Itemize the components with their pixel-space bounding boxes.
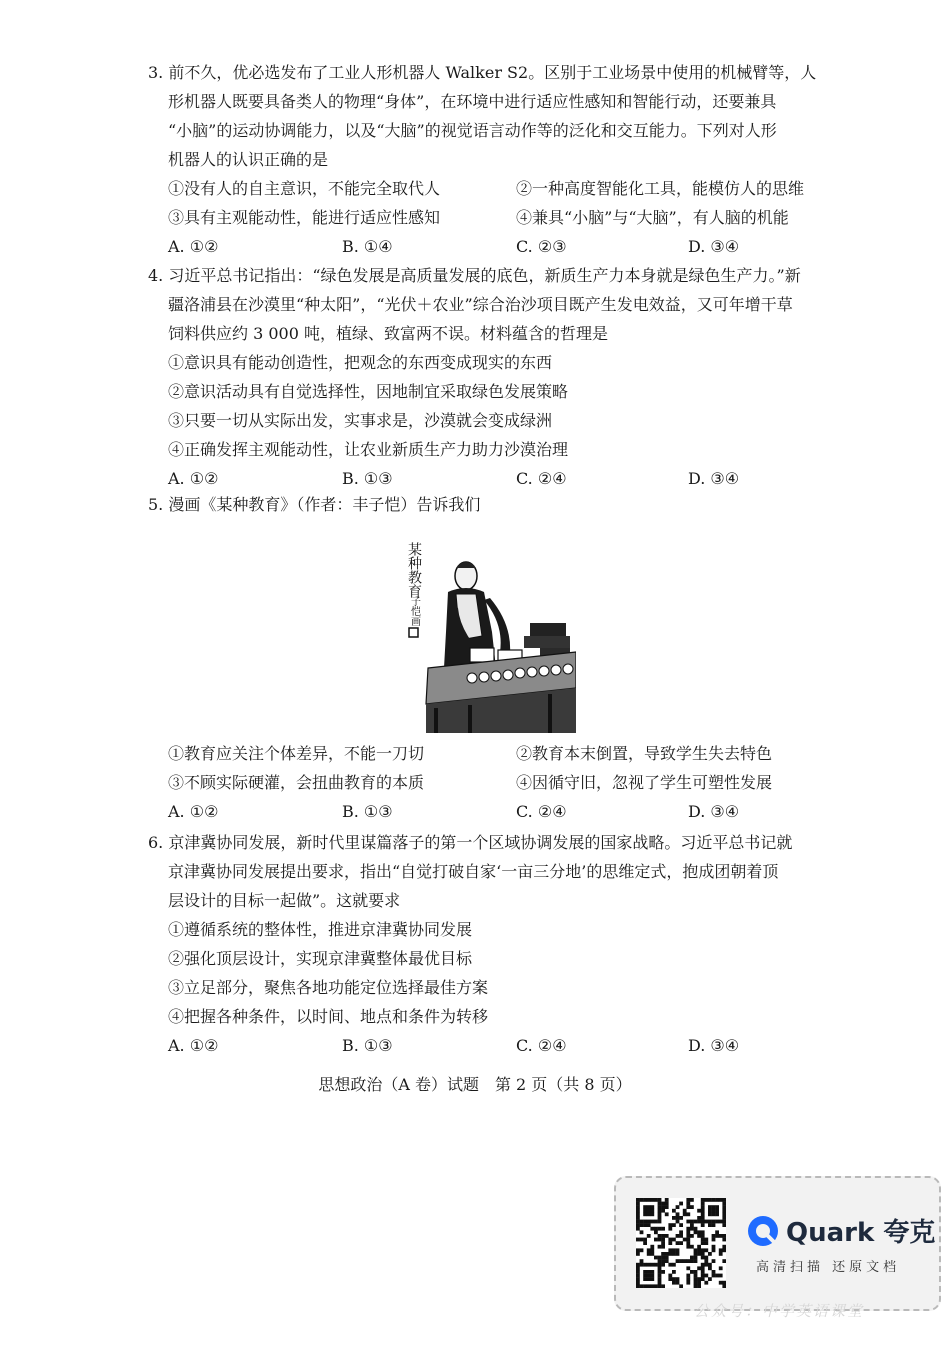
question-3-option-2: ②一种高度智能化工具，能模仿人的思维 — [516, 179, 805, 198]
question-5-answers — [148, 739, 813, 826]
question-4-stem-line: 4. 习近平总书记指出：“绿色发展是高质量发展的底色，新质生产力本身就是绿色生产力。”新 — [148, 266, 801, 285]
question-3-options-row — [148, 203, 813, 232]
choice-b: B. ①④ — [342, 237, 393, 256]
question-5-choices — [148, 797, 813, 826]
choice-a: A. ①② — [168, 802, 219, 821]
question-4-option-2: ②意识活动具有自觉选择性，因地制宜采取绿色发展策略 — [168, 382, 569, 401]
watermark-text: 公众号：中学英语课堂 — [694, 1302, 865, 1320]
choice-a: A. ①② — [168, 1036, 219, 1055]
figure-hair — [456, 562, 476, 568]
question-5-stem: 5. 漫画《某种教育》（作者：丰子恺）告诉我们 — [148, 495, 481, 514]
question-6-option-3: ③立足部分，聚焦各地功能定位选择最佳方案 — [168, 978, 489, 997]
question-5-option-3: ③不顾实际硬灌，会扭曲教育的本质 — [168, 773, 425, 792]
question-4-option-4: ④正确发挥主观能动性，让农业新质生产力助力沙漠治理 — [168, 440, 569, 459]
question-3-stem-line: 3. 前不久，优必选发布了工业人形机器人 Walker S2。区别于工业场景中使用的机械臂等，人 — [148, 63, 817, 82]
question-3-options-row — [148, 174, 813, 203]
qr-code-pattern — [636, 1198, 726, 1288]
choice-c: C. ②④ — [516, 469, 567, 488]
seal-stamp — [409, 628, 418, 637]
question-3-stem-line: 机器人的认识正确的是 — [168, 150, 329, 169]
question-3-option-3: ③具有主观能动性，能进行适应性感知 — [168, 208, 441, 227]
question-5-option-2: ②教育本末倒置，导致学生失去特色 — [516, 744, 773, 763]
question-4-stem-line: 疆洛浦县在沙漠里“种太阳”，“光伏＋农业”综合治沙项目既产生发电效益，又可年增干草 — [168, 295, 793, 314]
question-6-option-1: ①遵循系统的整体性，推进京津冀协同发展 — [168, 920, 473, 939]
question-6-option-2: ②强化顶层设计，实现京津冀整体最优目标 — [168, 949, 473, 968]
question-3-stem-line: “小脑”的运动协调能力，以及“大脑”的视觉语言动作等的泛化和交互能力。下列对人形 — [168, 121, 777, 140]
question-6-stem-line: 层设计的目标一起做”。这就要求 — [168, 891, 401, 910]
question-6-option-4: ④把握各种条件，以时间、地点和条件为转移 — [168, 1007, 489, 1026]
question-6 — [148, 828, 813, 1060]
cartoon-title: 某种教育 — [406, 542, 422, 598]
quark-brand-name: Quark 夸克 — [786, 1218, 936, 1248]
question-5-option-4: ④因循守旧，忽视了学生可塑性发展 — [516, 773, 773, 792]
choice-c: C. ②③ — [516, 237, 567, 256]
cartoon-signature: 子恺画 — [408, 596, 420, 626]
choice-d: D. ③④ — [688, 802, 740, 821]
stacked-blocks — [530, 623, 566, 637]
choice-d: D. ③④ — [688, 469, 740, 488]
question-5 — [148, 490, 813, 519]
clay-mold — [470, 648, 494, 662]
question-6-stem-line: 京津冀协同发展提出要求，指出“自觉打破自家‘一亩三分地’的思维定式，抱成团朝着顶 — [168, 862, 779, 881]
cartoon-image — [400, 528, 576, 733]
choice-a: A. ①② — [168, 237, 219, 256]
question-4-option-1: ①意识具有能动创造性，把观念的东西变成现实的东西 — [168, 353, 553, 372]
choice-d: D. ③④ — [688, 1036, 740, 1055]
choice-a: A. ①② — [168, 469, 219, 488]
question-3-stem-line: 形机器人既要具备类人的物理“身体”，在环境中进行适应性感知和智能行动，还要兼具 — [168, 92, 777, 111]
choice-b: B. ①③ — [342, 469, 393, 488]
question-3 — [148, 58, 817, 261]
question-3-option-4: ④兼具“小脑”与“大脑”，有人脑的机能 — [516, 208, 789, 227]
cartoon-illustration — [400, 528, 576, 733]
qr-code-icon[interactable] — [636, 1198, 726, 1288]
question-6-stem-line: 6. 京津冀协同发展，新时代里谋篇落子的第一个区域协调发展的国家战略。习近平总书记就 — [148, 833, 793, 852]
choice-c: C. ②④ — [516, 802, 567, 821]
choice-c: C. ②④ — [516, 1036, 567, 1055]
question-4-choices — [148, 464, 813, 493]
question-4 — [148, 261, 813, 493]
page-footer: 思想政治（A 卷）试题 第 2 页（共 8 页） — [318, 1075, 632, 1094]
question-4-option-3: ③只要一切从实际出发，实事求是，沙漠就会变成绿洲 — [168, 411, 553, 430]
quark-logo-icon — [746, 1214, 780, 1248]
choice-b: B. ①③ — [342, 1036, 393, 1055]
quark-scan-badge — [614, 1176, 941, 1311]
stacked-blocks — [524, 636, 570, 648]
quark-tagline: 高清扫描 还原文档 — [756, 1260, 901, 1275]
question-5-option-1: ①教育应关注个体差异，不能一刀切 — [168, 744, 425, 763]
question-3-option-1: ①没有人的自主意识，不能完全取代人 — [168, 179, 441, 198]
choice-b: B. ①③ — [342, 802, 393, 821]
question-3-choices — [148, 232, 813, 261]
question-6-choices — [148, 1031, 813, 1060]
question-5-options-row — [148, 768, 813, 797]
question-4-stem-line: 饲料供应约 3 000 吨，植绿、致富两不误。材料蕴含的哲理是 — [168, 324, 608, 343]
question-5-options-row — [148, 739, 813, 768]
choice-d: D. ③④ — [688, 237, 740, 256]
